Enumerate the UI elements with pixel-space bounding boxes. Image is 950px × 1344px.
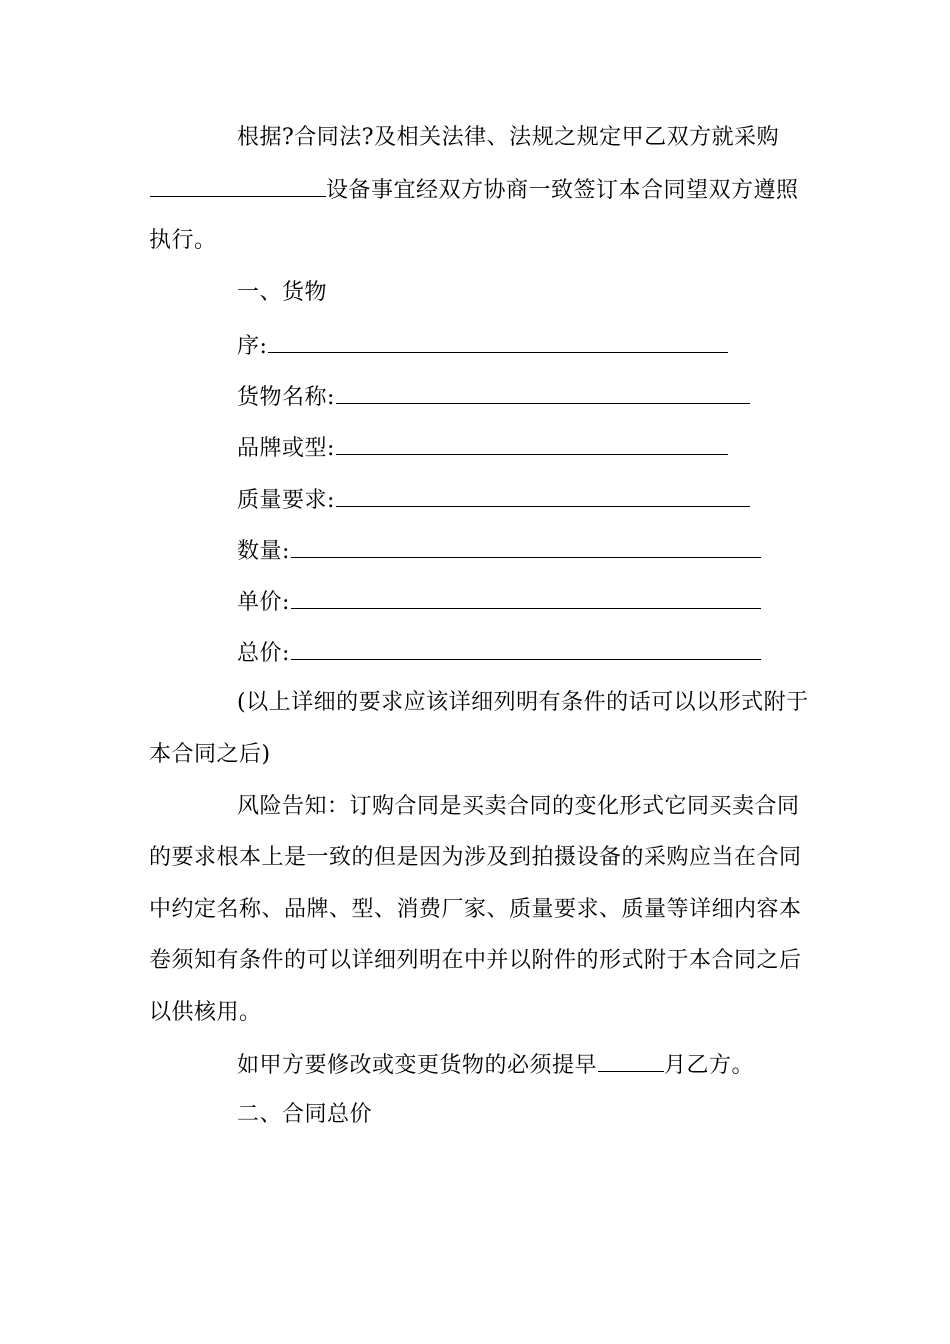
equipment-blank[interactable] [150, 174, 326, 197]
intro-line-3: 执行。 [149, 228, 217, 253]
field-total-price-blank[interactable] [291, 637, 761, 660]
field-name-label: 货物名称: [237, 385, 335, 410]
field-unit-price [237, 586, 761, 618]
field-quality [237, 484, 750, 516]
section-heading-goods: 一、货物 [237, 280, 328, 305]
risk-line-3: 中约定名称、品牌、型、消费厂家、质量要求、质量等详细内容本 [149, 897, 802, 922]
field-brand-blank[interactable] [336, 432, 728, 455]
field-name-blank[interactable] [336, 381, 750, 404]
note-line-2: 本合同之后) [149, 742, 271, 767]
note-line-1: (以上详细的要求应该详细列明有条件的话可以以形式附于 [237, 690, 809, 715]
modify-prefix: 如甲方要修改或变更货物的必须提早 [237, 1053, 598, 1078]
field-quality-blank[interactable] [336, 484, 750, 507]
risk-line-5: 以供核用。 [149, 1000, 262, 1025]
modify-line [237, 1049, 754, 1081]
months-blank[interactable] [598, 1049, 664, 1072]
field-brand [237, 432, 728, 464]
field-quantity [237, 535, 761, 567]
risk-line-4: 卷须知有条件的可以详细列明在中并以附件的形式附于本合同之后 [149, 948, 802, 973]
field-unit-price-label: 单价: [237, 590, 290, 615]
risk-line-2: 的要求根本上是一致的但是因为涉及到拍摄设备的采购应当在合同 [149, 845, 802, 870]
field-quality-label: 质量要求: [237, 488, 335, 513]
field-quantity-blank[interactable] [291, 535, 761, 558]
field-unit-price-blank[interactable] [291, 586, 761, 609]
field-name [237, 381, 750, 413]
field-seq [237, 330, 728, 362]
field-total-price-label: 总价: [237, 641, 290, 666]
field-seq-blank[interactable] [268, 330, 728, 353]
section-heading-total: 二、合同总价 [237, 1102, 373, 1127]
intro-line-1: 根据?合同法?及相关法律、法规之规定甲乙双方就采购 [237, 125, 780, 150]
intro-line-2-text: 设备事宜经双方协商一致签订本合同望双方遵照 [326, 178, 799, 203]
risk-line-1: 风险告知：订购合同是买卖合同的变化形式它同买卖合同 [237, 794, 800, 819]
field-quantity-label: 数量: [237, 539, 290, 564]
field-total-price [237, 637, 761, 669]
field-brand-label: 品牌或型: [237, 436, 335, 461]
modify-suffix: 月乙方。 [664, 1053, 755, 1078]
field-seq-label: 序: [237, 334, 268, 359]
intro-line-2 [149, 174, 799, 206]
